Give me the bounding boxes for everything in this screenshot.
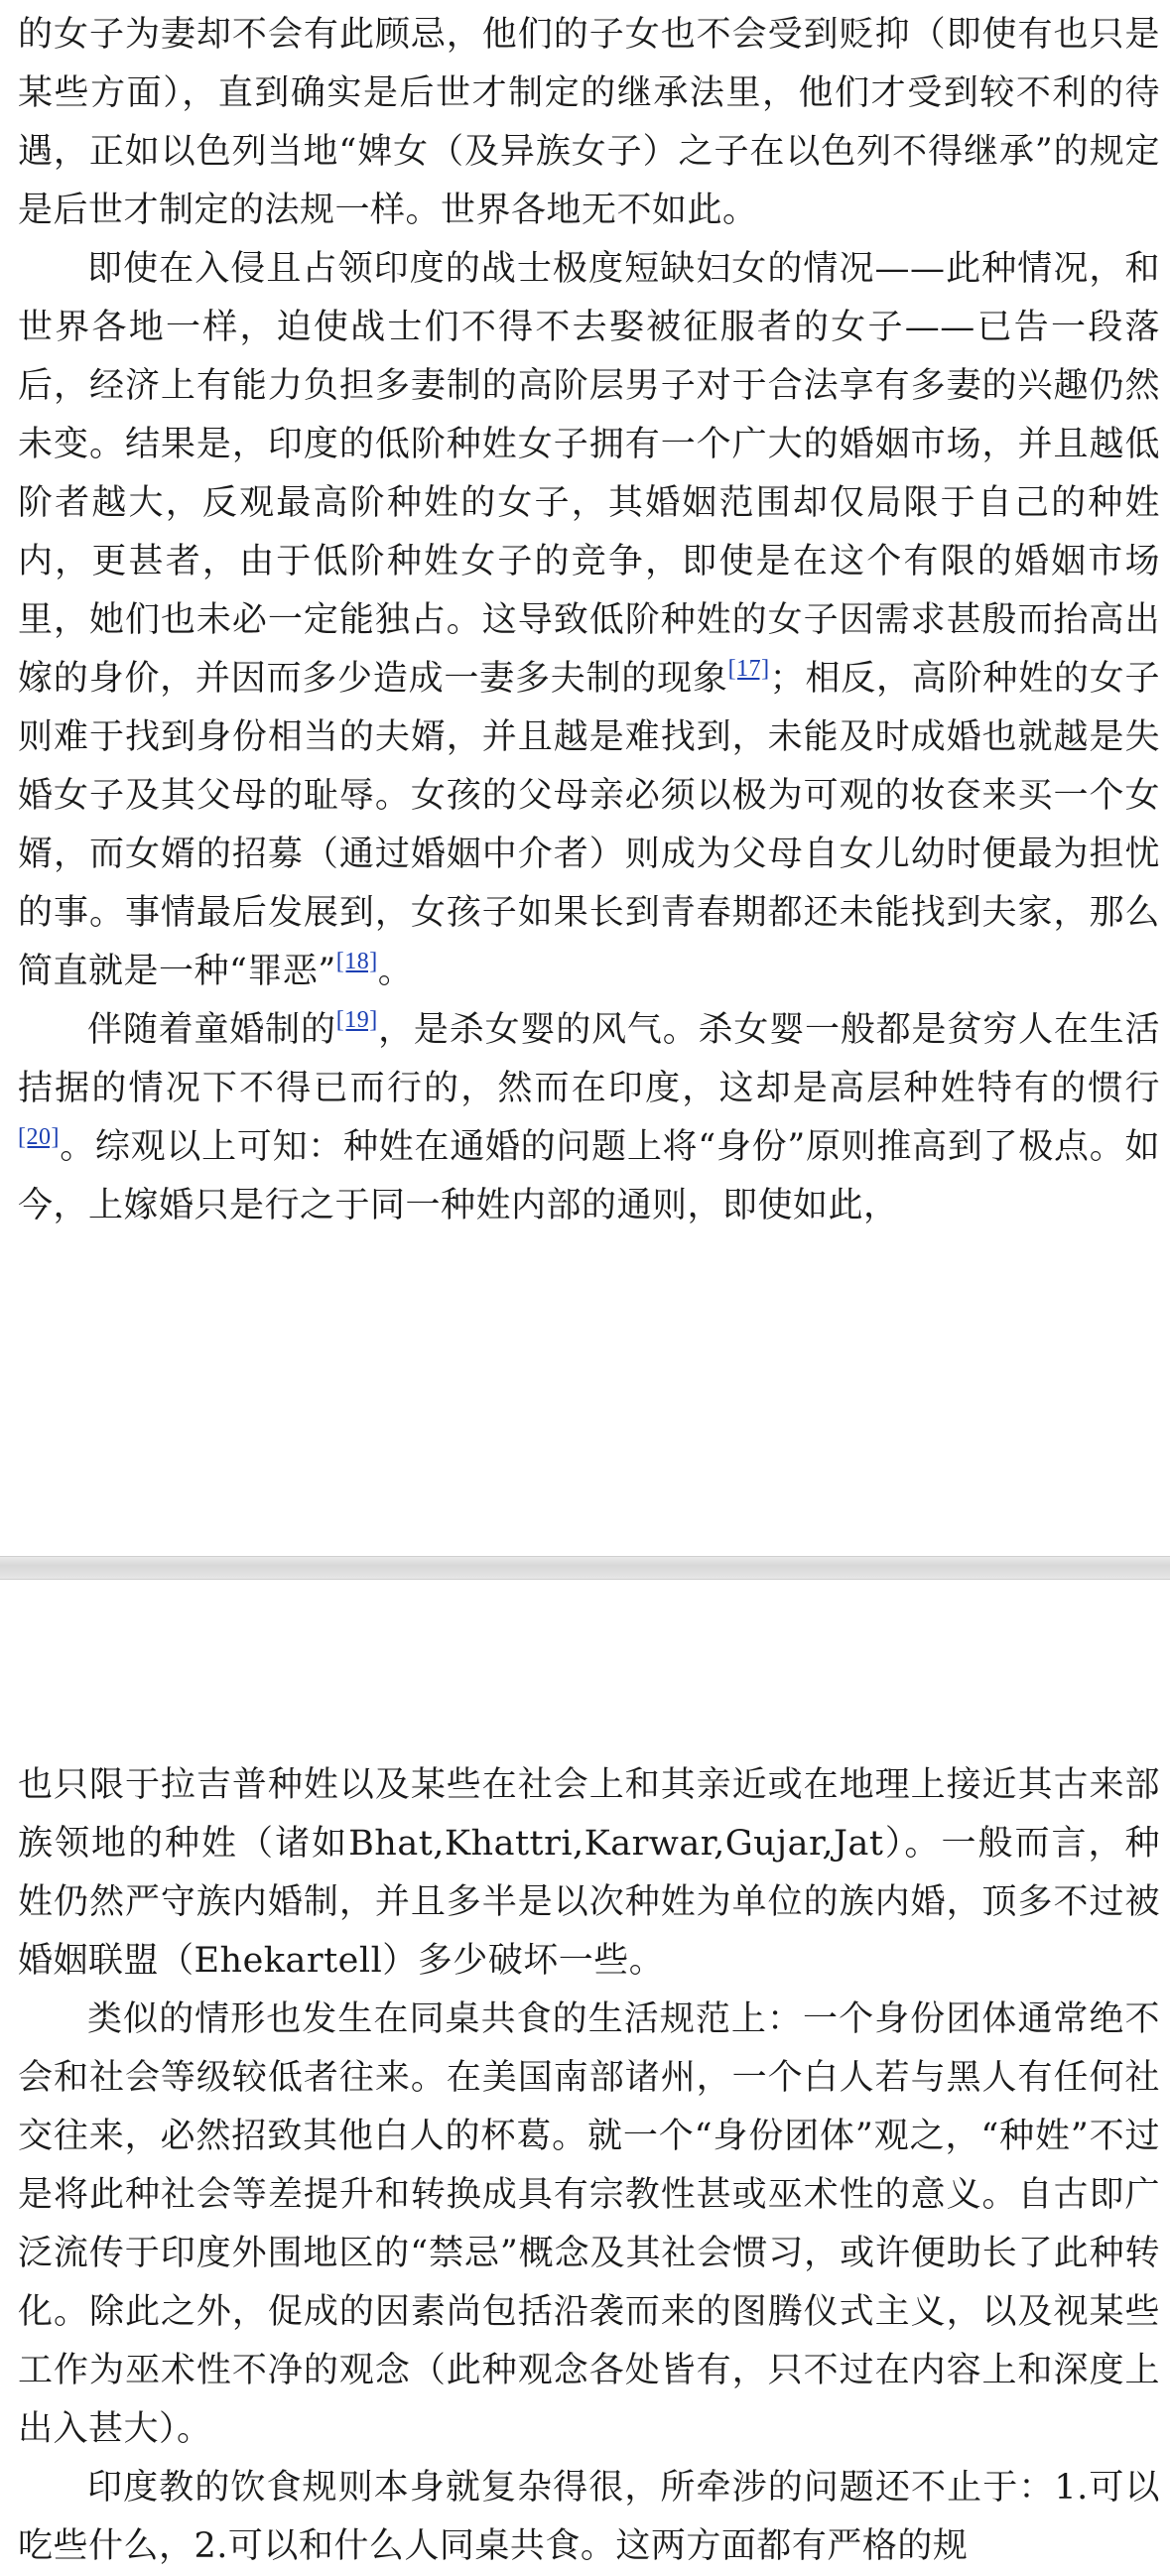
footnote-20-link[interactable]: [20] — [18, 1124, 60, 1150]
paragraph-3-text-b: ，是杀女婴的风气。杀女婴一般都是贫穷人在生活拮据的情况下不得已而行的，然而在印度，这却是高层种姓特有的惯行 — [18, 1010, 1160, 1108]
paragraph-2-text-b: ；相反，高阶种姓的女子则难于找到身份相当的夫婿，并且越是难找到，未能及时成婚也就越是失婚女子及其父母的耻辱。女孩的父母亲必须以极为可观的妆奁来买一个女婿，而女婿的招募（通过婚姻中介者）则成为父母自女儿幼时便最为担忧的事。事情最后发展到，女孩子如果长到青春期都还未能找到夫家，那么简直就是一种“罪恶” — [18, 659, 1160, 991]
paragraph-4-text: 也只限于拉吉普种姓以及某些在社会上和其亲近或在地理上接近其古来部族领地的种姓（诸如Bhat,Khattri,Karwar,Gujar,Jat）。一般而言，种姓仍然严守族内婚制，并且多半是以次种姓为单位的族内婚，顶多不过被婚姻联盟（Ehekartell）多少破坏一些。 — [18, 1765, 1160, 1981]
paragraph-2-text-a: 即使在入侵且占领印度的战士极度短缺妇女的情况——此种情况，和世界各地一样，迫使战士们不得不去娶被征服者的女子——已告一段落后，经济上有能力负担多妻制的高阶层男子对于合法享有多妻的兴趣仍然未变。结果是，印度的低阶种姓女子拥有一个广大的婚姻市场，并且越低阶者越大，反观最高阶种姓的女子，其婚姻范围却仅局限于自己的种姓内，更甚者，由于低阶种姓女子的竞争，即使是在这个有限的婚姻市场里，她们也未必一定能独占。这导致低阶种姓的女子因需求甚殷而抬高出嫁的身价，并因而多少造成一妻多夫制的现象 — [18, 249, 1160, 699]
footnote-17-link[interactable]: [17] — [727, 656, 770, 682]
footnote-18-link[interactable]: [18] — [335, 949, 378, 974]
paragraph-6-text: 印度教的饮食规则本身就复杂得很，所牵涉的问题还不止于：1.可以吃些什么，2.可以和什么人同桌共食。这两方面都有严格的规 — [18, 2468, 1160, 2566]
text-block-bottom — [18, 1756, 1160, 2576]
text-block-top — [18, 6, 1160, 1235]
page-bottom — [0, 1578, 1170, 2566]
paragraph-2 — [18, 240, 1160, 1001]
paragraph-4 — [18, 1756, 1160, 1991]
paragraph-2-text-c: 。 — [377, 952, 414, 991]
paragraph-3-text-c: 。综观以上可知：种姓在通婚的问题上将“身份”原则推高到了极点。如今，上嫁婚只是行之于同一种姓内部的通则，即使如此， — [18, 1127, 1160, 1225]
paragraph-5-text: 类似的情形也发生在同桌共食的生活规范上：一个身份团体通常绝不会和社会等级较低者往来。在美国南部诸州，一个白人若与黑人有任何社交往来，必然招致其他白人的杯葛。就一个“身份团体”观之，“种姓”不过是将此种社会等差提升和转换成具有宗教性甚或巫术性的意义。自古即广泛流传于印度外围地区的“禁忌”概念及其社会惯习，或许便助长了此种转化。除此之外，促成的因素尚包括沿袭而来的图腾仪式主义，以及视某些工作为巫术性不净的观念（此种观念各处皆有，只不过在内容上和深度上出入甚大）。 — [18, 1999, 1160, 2449]
paragraph-1 — [18, 6, 1160, 240]
paragraph-1-text: 的女子为妻却不会有此顾忌，他们的子女也不会受到贬抑（即使有也只是某些方面），直到确实是后世才制定的继承法里，他们才受到较不利的待遇，正如以色列当地“婢女（及异族女子）之子在以色列不得继承”的规定是后世才制定的法规一样。世界各地无不如此。 — [18, 15, 1160, 230]
page-separator — [0, 1556, 1170, 1580]
paragraph-3-text-a: 伴随着童婚制的 — [87, 1010, 336, 1050]
paragraph-3 — [18, 1001, 1160, 1235]
paragraph-6 — [18, 2459, 1160, 2576]
paragraph-5 — [18, 1991, 1160, 2459]
footnote-19-link[interactable]: [19] — [335, 1007, 378, 1033]
